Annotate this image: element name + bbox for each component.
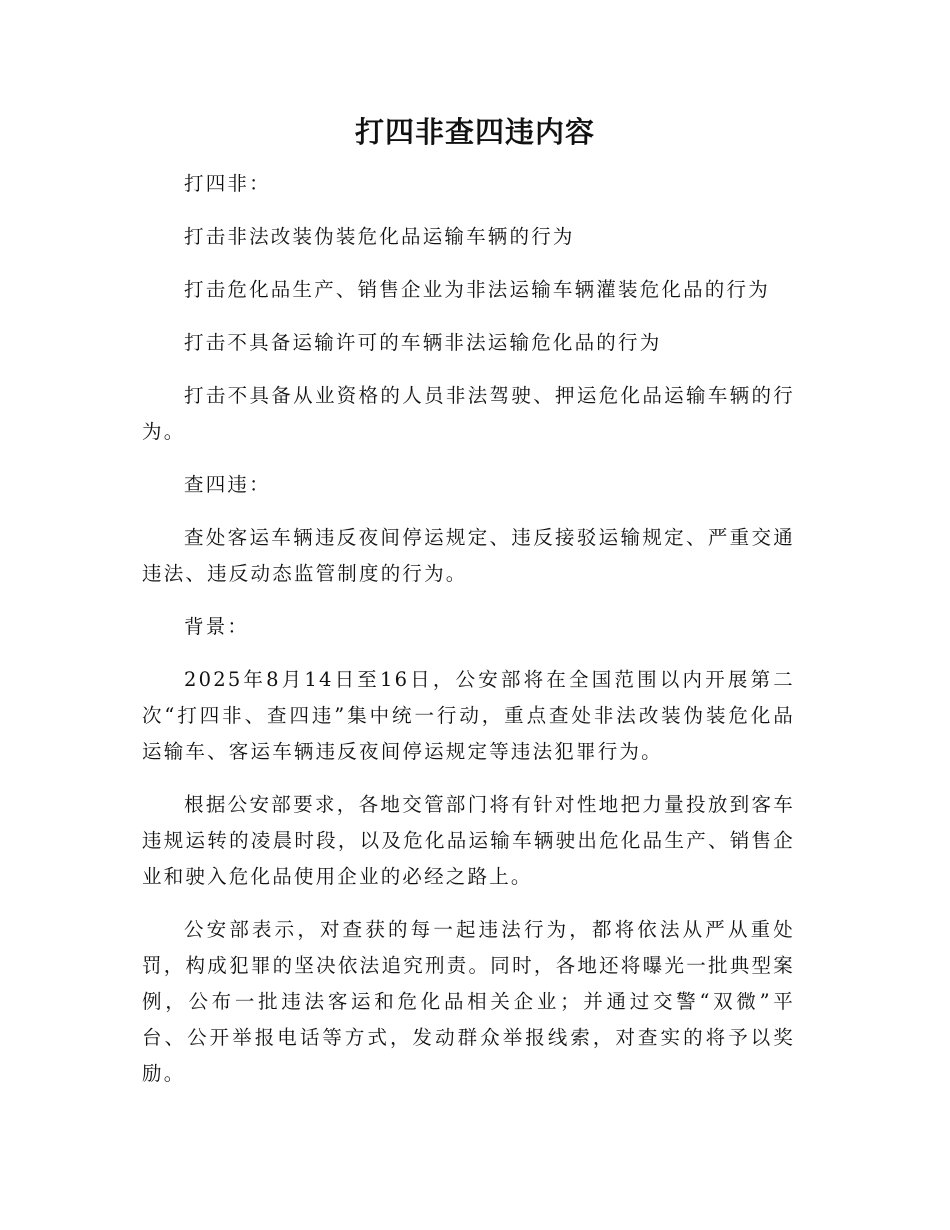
paragraph: 打击不具备运输许可的车辆非法运输危化品的行为 — [184, 331, 662, 354]
paragraph: 打击非法改装伪装危化品运输车辆的行为 — [184, 225, 575, 248]
paragraph: 公安部表示，对查获的每一起违法行为，都将依法从严从重处罚，构成犯罪的坚决依法追究刑责。同时，各地还将曝光一批典型案例，公布一批违法客运和危化品相关企业；并通过交警“双微”平台、公开举报电话等方式，发动群众举报线索，对查实的将予以奖励。 — [142, 918, 795, 1085]
paragraph: 根据公安部要求，各地交管部门将有针对性地把力量投放到客车违规运转的凌晨时段，以及危化品运输车辆驶出危化品生产、销售企业和驶入危化品使用企业的必经之路上。 — [142, 793, 795, 888]
paragraph: 打击危化品生产、销售企业为非法运输车辆灌装危化品的行为 — [184, 278, 770, 301]
paragraph: 查处客运车辆违反夜间停运规定、违反接驳运输规定、严重交通违法、违反动态监管制度的行为。 — [142, 526, 795, 585]
document-body — [142, 166, 795, 1109]
document-title: 打四非查四违内容 — [354, 115, 595, 149]
section-heading-da-si-fei: 打四非： — [184, 172, 271, 195]
paragraph: 打击不具备从业资格的人员非法驾驶、押运危化品运输车辆的行为。 — [142, 384, 795, 443]
section-heading-cha-si-wei: 查四违： — [184, 473, 271, 496]
paragraph: 2025年8月14日至16日，公安部将在全国范围以内开展第二次“打四非、查四违”集中统一行动，重点查处非法改装伪装危化品运输车、客运车辆违反夜间停运规定等违法犯罪行为。 — [142, 668, 795, 763]
section-heading-background: 背景： — [184, 615, 250, 638]
